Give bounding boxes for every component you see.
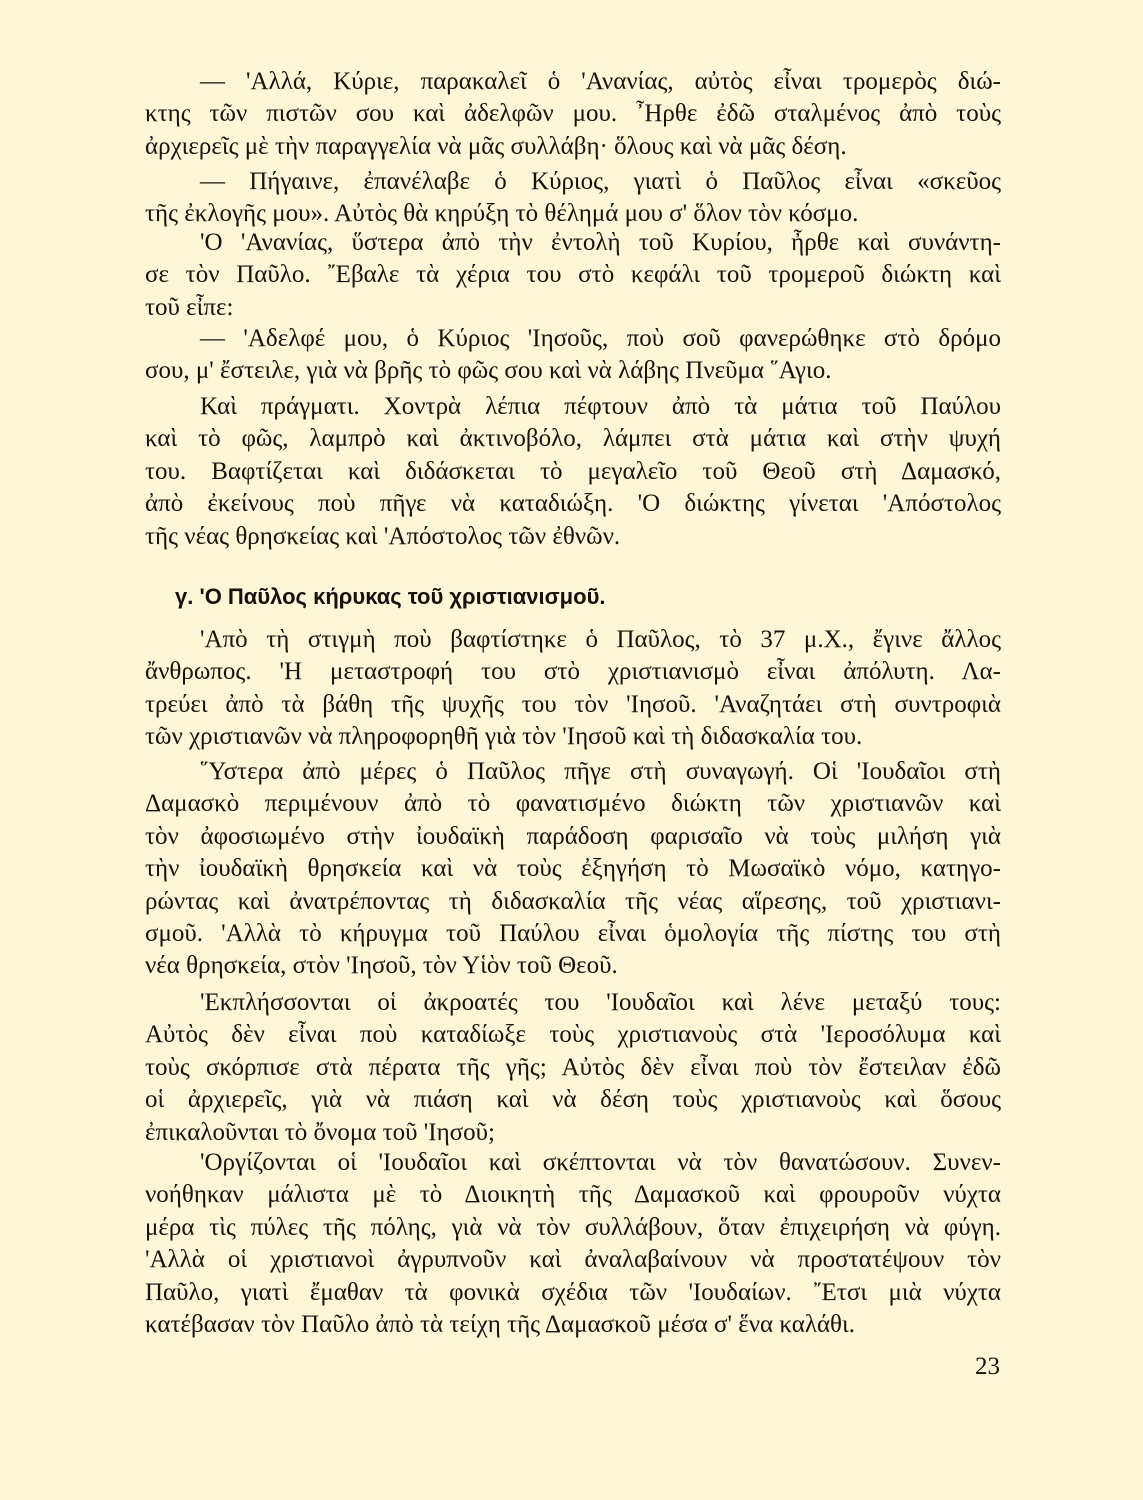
text-line: ἀπὸ ἐκείνους ποὺ πῆγε νὰ καταδιώξη. 'Ο διώκτης γίνεται 'Απόστολος <box>145 490 1001 518</box>
text-line: 'Ο 'Ανανίας, ὕστερα ἀπὸ τὴν ἐντολὴ τοῦ Κυρίου, ἦρθε καὶ συνάντη- <box>200 229 1001 256</box>
text-line: τρεύει ἀπὸ τὰ βάθη τῆς ψυχῆς του τὸν 'Ιησοῦ. 'Αναζητάει στὴ συντροφιὰ <box>145 690 1001 718</box>
text-line: ἄνθρωπος. 'Η μεταστροφή του στὸ χριστιανισμὸ εἶναι ἀπόλυτη. Λα- <box>145 658 1001 686</box>
paragraph <box>145 1147 1001 1341</box>
text-line: νοήθηκαν μάλιστα μὲ τὸ Διοικητὴ τῆς Δαμασκοῦ καὶ φρουροῦν νύχτα <box>145 1181 1001 1209</box>
paragraph <box>145 66 1001 163</box>
paragraph <box>145 227 1001 324</box>
text-line: τοὺς σκόρπισε στὰ πέρατα τῆς γῆς; Αὐτὸς δὲν εἶναι ποὺ τὸν ἔστειλαν ἐδῶ <box>145 1053 1001 1081</box>
text-line: 'Απὸ τὴ στιγμὴ ποὺ βαφτίστηκε ὁ Παῦλος, τὸ 37 μ.Χ., ἔγινε ἄλλος <box>200 626 1001 653</box>
text-line: 'Εκπλήσσονται οἱ ἀκροατές του 'Ιουδαῖοι καὶ λένε μεταξύ τους: <box>200 989 1001 1016</box>
paragraph <box>145 391 1001 553</box>
text-line: ρώντας καὶ ἀνατρέποντας τὴ διδασκαλία τῆς νέας αἵρεσης, τοῦ χριστιανι- <box>145 887 1001 915</box>
text-line: ἀρχιερεῖς μὲ τὴν παραγγελία νὰ μᾶς συλλάβη· ὅλους καὶ νὰ μᾶς δέση. <box>145 132 847 160</box>
text-line: — 'Αδελφέ μου, ὁ Κύριος 'Ιησοῦς, ποὺ σοῦ φανερώθηκε στὸ δρόμο <box>200 325 1001 352</box>
text-line: οἱ ἀρχιερεῖς, γιὰ νὰ πιάση καὶ νὰ δέση τοὺς χριστιανοὺς καὶ ὅσους <box>145 1086 1001 1114</box>
text-line: Δαμασκὸ περιμένουν ἀπὸ τὸ φανατισμένο διώκτη τῶν χριστιανῶν καὶ <box>145 790 1001 818</box>
text-line: νέα θρησκεία, στὸν 'Ιησοῦ, τὸν Υἱὸν τοῦ Θεοῦ. <box>145 952 618 980</box>
text-line: Παῦλο, γιατὶ ἔμαθαν τὰ φονικὰ σχέδια τῶν 'Ιουδαίων. ῎Ετσι μιὰ νύχτα <box>145 1278 1001 1306</box>
text-line: σε τὸν Παῦλο. ῎Εβαλε τὰ χέρια του στὸ κεφάλι τοῦ τρομεροῦ διώκτη καὶ <box>145 261 1001 289</box>
text-line: σμοῦ. 'Αλλὰ τὸ κήρυγμα τοῦ Παύλου εἶναι ὁμολογία τῆς πίστης του στὴ <box>145 919 1001 947</box>
text-line: τῆς ἐκλογῆς μου». Αὐτὸς θὰ κηρύξη τὸ θέλημά μου σ' ὅλον τὸν κόσμο. <box>145 200 859 228</box>
text-line: μέρα τὶς πύλες τῆς πόλης, γιὰ νὰ τὸν συλλάβουν, ὅταν ἐπιχειρήση νὰ φύγη. <box>145 1213 1001 1241</box>
text-line: — Πήγαινε, ἐπανέλαβε ὁ Κύριος, γιατὶ ὁ Παῦλος εἶναι «σκεῦος <box>200 168 1001 195</box>
section-heading: γ. 'Ο Παῦλος κήρυκας τοῦ χριστιανισμοῦ. <box>175 584 606 609</box>
page-number: 23 <box>975 1353 1000 1380</box>
paragraph <box>145 756 1001 983</box>
text-line: — 'Αλλά, Κύριε, παρακαλεῖ ὁ 'Ανανίας, αὐτὸς εἶναι τρομερὸς διώ- <box>200 68 1001 95</box>
text-line: κτης τῶν πιστῶν σου καὶ ἀδελφῶν μου. ῏Ηρθε ἐδῶ σταλμένος ἀπὸ τοὺς <box>145 100 1001 128</box>
text-line: κατέβασαν τὸν Παῦλο ἀπὸ τὰ τείχη τῆς Δαμασκοῦ μέσα σ' ἕνα καλάθι. <box>145 1310 855 1338</box>
text-line: ῞Υστερα ἀπὸ μέρες ὁ Παῦλος πῆγε στὴ συναγωγή. Οἱ 'Ιουδαῖοι στὴ <box>200 758 1001 785</box>
text-line: τὴν ἰουδαϊκὴ θρησκεία καὶ νὰ τοὺς ἐξηγήση τὸ Μωσαϊκὸ νόμο, κατηγο- <box>145 855 1001 883</box>
paragraph <box>145 987 1001 1149</box>
text-line: σου, μ' ἔστειλε, γιὰ νὰ βρῆς τὸ φῶς σου καὶ νὰ λάβης Πνεῦμα ῞Αγιο. <box>145 357 832 385</box>
text-line: τῶν χριστιανῶν νὰ πληροφορηθῆ γιὰ τὸν 'Ιησοῦ καὶ τὴ διδασκαλία του. <box>145 723 863 751</box>
text-line: 'Αλλὰ οἱ χριστιανοὶ ἀγρυπνοῦν καὶ ἀναλαβαίνουν νὰ προστατέψουν τὸν <box>145 1246 1001 1274</box>
text-line: 'Οργίζονται οἱ 'Ιουδαῖοι καὶ σκέπτονται νὰ τὸν θανατώσουν. Συνεν- <box>200 1149 1001 1176</box>
text-line: τὸν ἀφοσιωμένο στὴν ἰουδαϊκὴ παράδοση φαρισαῖο νὰ τοὺς μιλήση γιὰ <box>145 822 1001 850</box>
paragraph <box>145 166 1001 231</box>
text-line: ἐπικαλοῦνται τὸ ὄνομα τοῦ 'Ιησοῦ; <box>145 1118 495 1146</box>
text-line: καὶ τὸ φῶς, λαμπρὸ καὶ ἀκτινοβόλο, λάμπει στὰ μάτια καὶ στὴν ψυχή <box>145 425 1001 453</box>
text-line: τῆς νέας θρησκείας καὶ 'Απόστολος τῶν ἐθνῶν. <box>145 522 621 550</box>
text-line: του. Βαφτίζεται καὶ διδάσκεται τὸ μεγαλεῖο τοῦ Θεοῦ στὴ Δαμασκό, <box>145 457 1001 485</box>
text-line: τοῦ εἶπε: <box>145 293 234 321</box>
paragraph <box>145 323 1001 388</box>
text-line: Καὶ πράγματι. Χοντρὰ λέπια πέφτουν ἀπὸ τὰ μάτια τοῦ Παύλου <box>200 393 1001 420</box>
text-line: Αὐτὸς δὲν εἶναι ποὺ καταδίωξε τοὺς χριστιανοὺς στὰ 'Ιεροσόλυμα καὶ <box>145 1021 1001 1049</box>
paragraph <box>145 624 1001 754</box>
